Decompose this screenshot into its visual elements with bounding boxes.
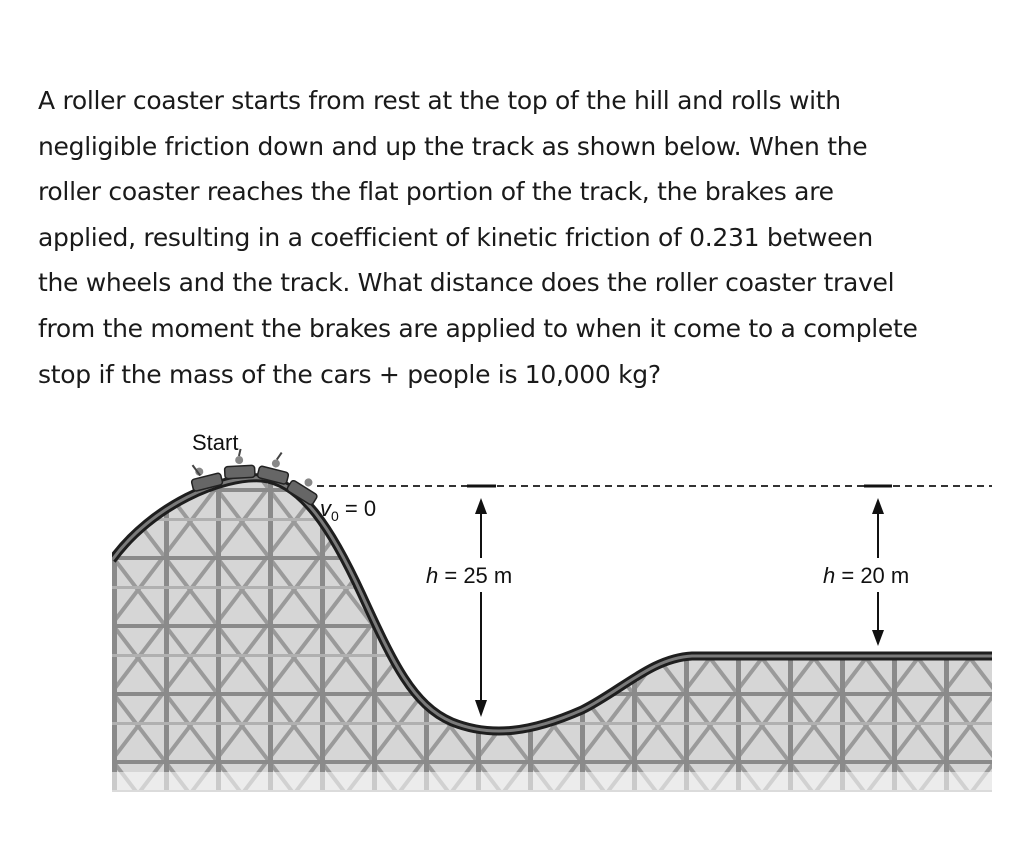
problem-line-6: from the moment the brakes are applied to when it come to a complete: [38, 313, 918, 343]
problem-line-1: A roller coaster starts from rest at the top of the hill and rolls with: [38, 86, 841, 115]
height-20m-label: h = 20 m: [823, 563, 910, 588]
problem-statement: [38, 78, 998, 397]
problem-line-2: negligible friction down and up the track as shown below. When the: [38, 131, 868, 161]
coaster-car-3: [257, 448, 293, 484]
height-25m-label: h = 25 m: [426, 563, 513, 588]
roller-coaster-diagram: [112, 420, 992, 792]
problem-line-3: roller coaster reaches the flat portion of the track, the brakes are: [38, 177, 834, 207]
problem-line-4: applied, resulting in a coefficient of kinetic friction of 0.231 between: [38, 222, 873, 252]
start-label: Start: [192, 430, 239, 455]
problem-line-7: stop if the mass of the cars + people is 10,000 kg?: [38, 359, 661, 389]
initial-velocity-label: $v_0 = 0$: [320, 496, 377, 524]
height-25m-indicator: [467, 486, 496, 717]
problem-line-5: the wheels and the track. What distance does the roller coaster travel: [38, 268, 895, 298]
